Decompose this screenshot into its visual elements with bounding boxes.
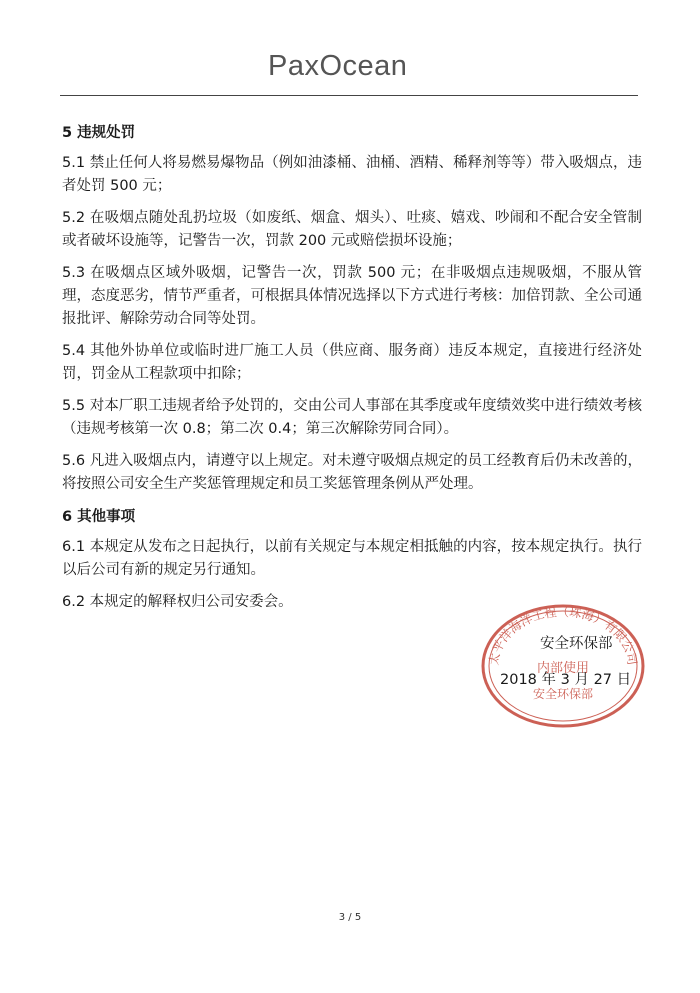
page-number: 3 / 5 xyxy=(338,912,362,923)
section-5-heading: 5 违规处罚 xyxy=(62,125,136,141)
clause-5-6: 5.6 凡进入吸烟点内，请遵守以上规定。对未遵守吸烟点规定的员工经教育后仍未改善的，将按照公司安全生产奖惩管理规定和员工奖惩管理条例从严处理。 xyxy=(62,453,642,492)
clause-5-3: 5.3 在吸烟点区域外吸烟，记警告一次，罚款 500 元；在非吸烟点违规吸烟，不服从管理，态度恶劣，情节严重者，可根据具体情况选择以下方式进行考核：加倍罚款、全公司通报批评、解除劳动合同等处罚。 xyxy=(62,265,642,327)
paxocean-logo: PaxOcean xyxy=(268,50,408,82)
clause-5-4: 5.4 其他外协单位或临时进厂施工人员（供应商、服务商）违反本规定，直接进行经济处罚，罚金从工程款项中扣除； xyxy=(62,343,642,382)
seal-inner-text: 安全环保部 xyxy=(532,687,594,701)
clause-6-2: 6.2 本规定的解释权归公司安委会。 xyxy=(62,594,293,610)
document-body xyxy=(62,118,642,623)
issuing-department: 安全环保部 xyxy=(540,636,613,652)
clause-5-5: 5.5 对本厂职工违规者给予处罚的，交由公司人事部在其季度或年度绩效奖中进行绩效考核（违规考核第一次 0.8；第二次 0.4；第三次解除劳同合同）。 xyxy=(62,398,642,437)
clause-5-2: 5.2 在吸烟点随处乱扔垃圾（如废纸、烟盒、烟头）、吐痰、嬉戏、吵闹和不配合安全管制或者破坏设施等，记警告一次，罚款 200 元或赔偿损坏设施； xyxy=(62,210,642,249)
seal-middle-text: 内部使用 xyxy=(536,661,590,676)
seal-outer-text: 太平洋海洋工程（珠海）有限公司 xyxy=(486,605,640,667)
clause-5-1: 5.1 禁止任何人将易燃易爆物品（例如油漆桶、油桶、酒精、稀释剂等等）带入吸烟点，违者处罚 500 元； xyxy=(62,155,642,194)
issue-date: 2018 年 3 月 27 日 xyxy=(500,672,632,688)
section-6-heading: 6 其他事项 xyxy=(62,509,136,525)
clause-6-1: 6.1 本规定从发布之日起执行，以前有关规定与本规定相抵触的内容，按本规定执行。执行以后公司有新的规定另行通知。 xyxy=(62,539,642,578)
header-divider xyxy=(60,95,638,96)
